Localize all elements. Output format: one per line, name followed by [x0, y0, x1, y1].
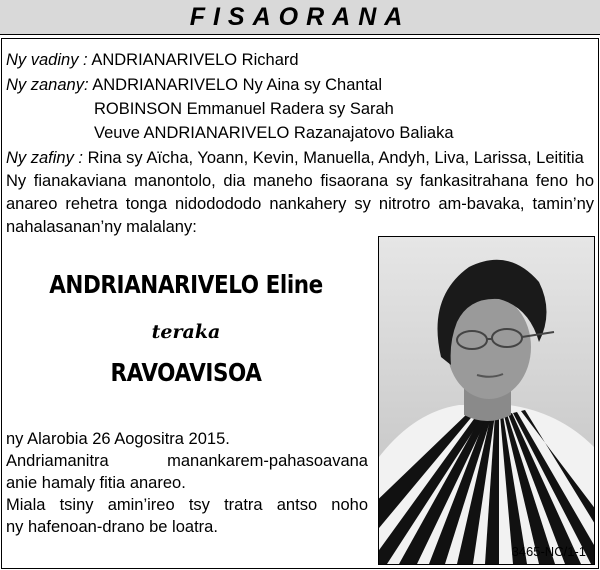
closing-block [6, 428, 368, 538]
zanany-row [6, 75, 382, 95]
zanany-name-3: Veuve ANDRIANARIVELO Razanajatovo Baliaka [94, 124, 454, 142]
zanany-label: Ny zanany: [6, 76, 89, 94]
header-banner [0, 0, 600, 35]
closing-line-2: anie hamaly fitia anareo. [6, 474, 186, 492]
vadiny-row [6, 50, 299, 70]
header-title: FISAORANA [189, 2, 411, 31]
intro-line-3: nahalasanan’ny malalany: [6, 218, 197, 236]
intro-line-1: Ny fianakaviana manontolo, dia maneho fisaorana sy fankasitrahana feno ho [6, 172, 594, 190]
closing-line-4: ny hafenoan-drano be loatra. [6, 518, 218, 536]
closing-line-1: Andriamanitra manankarem-pahasoavana [6, 452, 368, 470]
vadiny-label: Ny vadiny : [6, 51, 88, 69]
zafiny-names: Rina sy Aïcha, Yoann, Kevin, Manuella, Andyh, Liva, Larissa, Leititia [87, 149, 584, 167]
zafiny-row [6, 148, 584, 168]
portrait-illustration [379, 237, 594, 564]
zanany-name-2: ROBINSON Emmanuel Radera sy Sarah [94, 100, 394, 118]
zafiny-label: Ny zafiny : [6, 149, 84, 167]
portrait-photo [378, 236, 595, 565]
zanany-name-1: ANDRIANARIVELO Ny Aina sy Chantal [92, 76, 383, 94]
closing-line-3: Miala tsiny amin’ireo tsy tratra antso noho [6, 496, 368, 514]
intro-line-2: anareo rehetra tonga nidodododo nankahery sy nitrotro am-bavaka, tamin’ny [6, 195, 594, 213]
vadiny-name: ANDRIANARIVELO Richard [91, 51, 299, 69]
deceased-name: ANDRIANARIVELO Eline [49, 270, 323, 299]
date-line: ny Alarobia 26 Aogositra 2015. [6, 430, 230, 448]
maiden-name: RAVOAVISOA [110, 358, 262, 387]
teraka-label: teraka [151, 321, 221, 343]
reference-code: 3465-NC/1-1 [511, 544, 586, 559]
